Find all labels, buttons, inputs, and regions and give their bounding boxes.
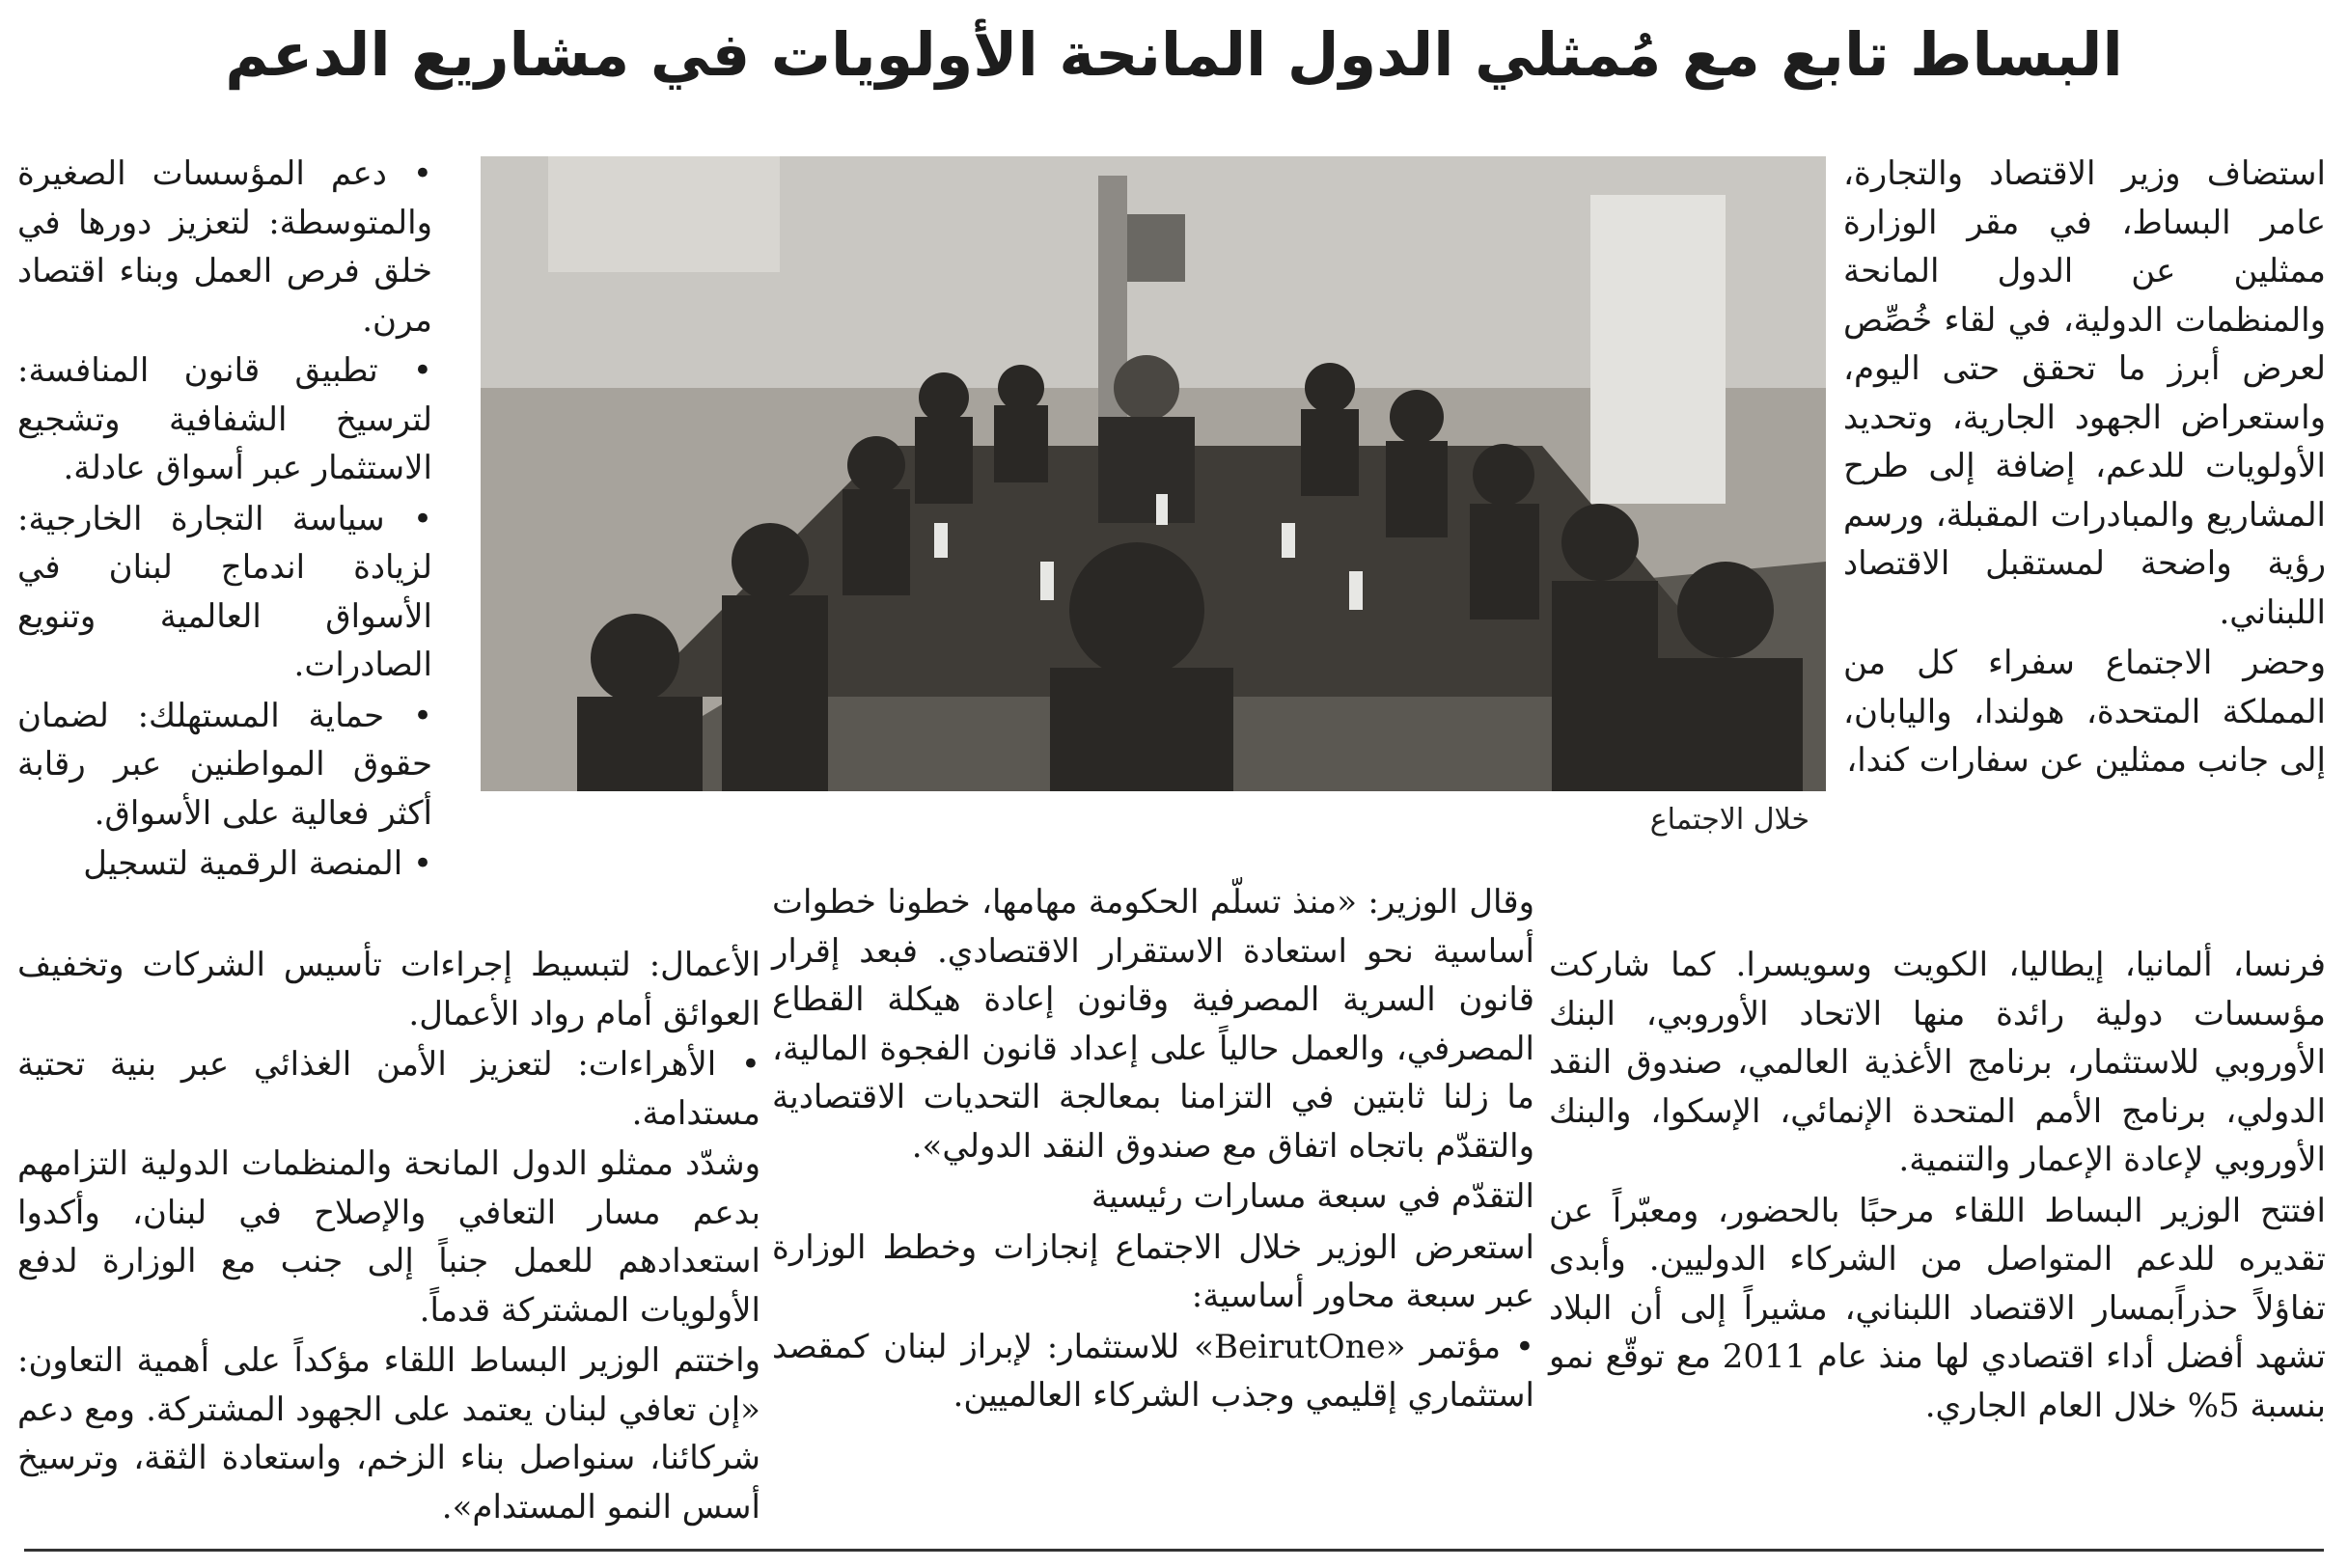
headline: البساط تابع مع مُمثلي الدول المانحة الأولويات في مشاريع الدعم xyxy=(225,19,2123,90)
bullet-item: • مؤتمر «BeirutOne» للاستثمار: لإبراز لبنان كمقصد استثماري إقليمي وجذب الشركاء العالميين. xyxy=(772,1327,1534,1415)
paragraph: وشدّد ممثلو الدول المانحة والمنظمات الدولية التزامهم بدعم مسار التعافي والإصلاح في لبنان، وأكدوا استعدادهم للعمل جنباً إلى جنب مع الوزارة لدفع الأولويات المشتركة قدماً. xyxy=(17,1144,760,1330)
paragraph: الأعمال: لتبسيط إجراءات تأسيس الشركات وتخفيف العوائق أمام رواد الأعمال. xyxy=(17,946,760,1033)
paragraph: وقال الوزير: «منذ تسلّم الحكومة مهامها، خطونا خطوات أساسية نحو استعادة الاستقرار الاقتصادي. فبعد إقرار قانون السرية المصرفية وقانون إعادة هيكلة القطاع المصرفي، والعمل حالياً على إعداد قانون الفجوة المالية، ما زلنا ثابتين في التزامنا بمعالجة التحديات الاقتصادية والتقدّم باتجاه اتفاق مع صندوق النقد الدولي». xyxy=(772,883,1534,1166)
meeting-photo xyxy=(481,156,1826,791)
article-column-bottom-left xyxy=(17,941,760,1531)
bullet-item: • سياسة التجارة الخارجية: لزيادة اندماج لبنان في الأسواق العالمية وتنويع الصادرات. xyxy=(17,499,432,684)
article-column-bottom-right xyxy=(1549,941,2326,1430)
paragraph: فرنسا، ألمانيا، إيطاليا، الكويت وسويسرا. كما شاركت مؤسسات دولية رائدة منها الاتحاد الأوروبي، البنك الأوروبي للاستثمار، برنامج الأغذية العالمي، صندوق النقد الدولي، برنامج الأمم المتحدة الإنمائي، الإسكوا، والبنك الأوروبي لإعادة الإعمار والتنمية. xyxy=(1549,946,2326,1179)
article-column-right xyxy=(1843,150,2326,785)
subheading: التقدّم في سبعة مسارات رئيسية xyxy=(1091,1177,1534,1216)
bottom-rule xyxy=(24,1549,2324,1552)
bullet-item: • الأهراءات: لتعزيز الأمن الغذائي عبر بنية تحتية مستدامة. xyxy=(17,1045,760,1133)
bullet-item: • المنصة الرقمية لتسجيل xyxy=(83,844,432,883)
article-column-left xyxy=(17,150,432,889)
paragraph: وحضر الاجتماع سفراء كل من المملكة المتحدة، هولندا، واليابان، إلى جانب ممثلين عن سفارات كندا، xyxy=(1843,644,2326,780)
article-column-middle xyxy=(772,878,1534,1420)
paragraph: استعرض الوزير خلال الاجتماع إنجازات وخطط الوزارة عبر سبعة محاور أساسية: xyxy=(772,1227,1534,1315)
paragraph: افتتح الوزير البساط اللقاء مرحبًا بالحضور، ومعبّراً عن تقديره للدعم المتواصل من الشركاء الدوليين. وأبدى تفاؤلاً حذراًبمسار الاقتصاد اللبناني، مشيراً إلى أن البلاد تشهد أفضل أداء اقتصادي لها منذ عام 2011 مع توقّع نمو بنسبة 5% خلال العام الجاري. xyxy=(1549,1191,2327,1425)
paragraph: استضاف وزير الاقتصاد والتجارة، عامر البساط، في مقر الوزارة ممثلين عن الدول المانحة والمنظمات الدولية، في لقاء خُصِّص لعرض أبرز ما تحقق حتى اليوم، واستعراض الجهود الجارية، وتحديد الأولويات للدعم، إضافة إلى طرح المشاريع والمبادرات المقبلة، ورسم رؤية واضحة لمستقبل الاقتصاد اللبناني. xyxy=(1843,154,2326,632)
paragraph: واختتم الوزير البساط اللقاء مؤكداً على أهمية التعاون: «إن تعافي لبنان يعتمد على الجهود المشتركة. ومع دعم شركائنا، سنواصل بناء الزخم، واستعادة الثقة، وترسيخ أسس النمو المستدام». xyxy=(17,1341,760,1527)
bullet-item: • دعم المؤسسات الصغيرة والمتوسطة: لتعزيز دورها في خلق فرص العمل وبناء اقتصاد مرن. xyxy=(17,154,432,340)
meeting-photo-illustration xyxy=(481,156,1826,791)
bullet-item: • حماية المستهلك: لضمان حقوق المواطنين عبر رقابة أكثر فعالية على الأسواق. xyxy=(17,696,432,833)
photo-caption: خلال الاجتماع xyxy=(1649,803,1809,837)
bullet-item: • تطبيق قانون المنافسة: لترسيخ الشفافية وتشجيع الاستثمار عبر أسواق عادلة. xyxy=(17,351,432,487)
